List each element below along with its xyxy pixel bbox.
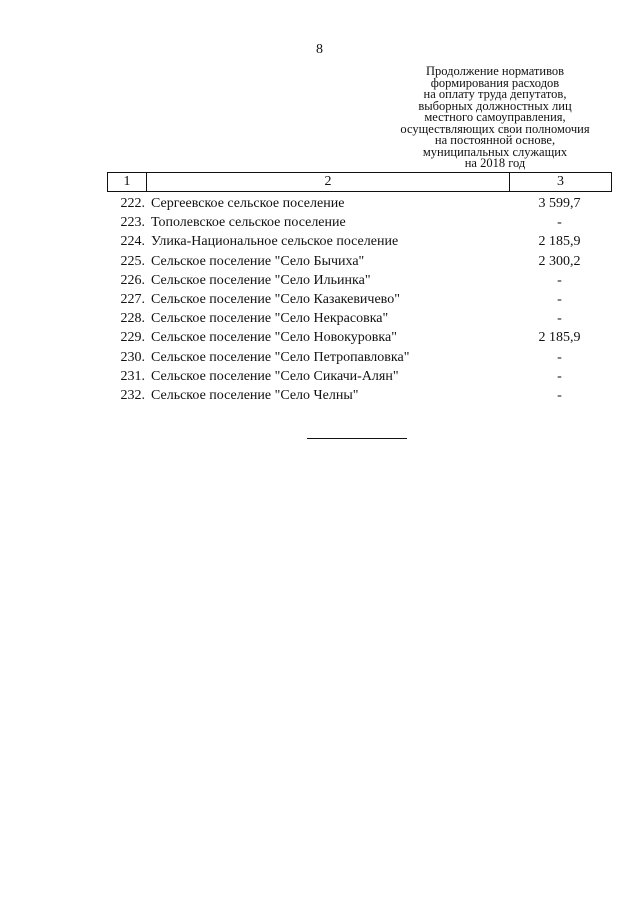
row-number: 230.: [120, 349, 145, 365]
row-name: Сельское поселение "Село Петропавловка": [151, 349, 410, 365]
header-col-value: 3: [510, 173, 612, 192]
row-number: 229.: [120, 330, 145, 346]
table-row: [107, 330, 612, 349]
table-row: [107, 350, 612, 369]
end-of-table-divider: [307, 438, 407, 439]
table-row: [107, 388, 612, 407]
row-number: 223.: [120, 215, 145, 231]
caption-line: на постоянной основе,: [434, 133, 556, 147]
row-number: 226.: [120, 272, 145, 288]
row-number: 228.: [120, 311, 145, 327]
page-number: 8: [316, 42, 323, 57]
row-name: Сельское поселение "Село Сикачи-Алян": [151, 368, 399, 384]
row-value: -: [557, 215, 562, 231]
row-value: -: [557, 387, 562, 403]
row-name: Тополевское сельское поселение: [151, 215, 346, 231]
row-name: Сельское поселение "Село Челны": [151, 387, 359, 403]
header-col-number: 1: [108, 173, 147, 192]
row-number: 231.: [120, 368, 145, 384]
caption-line: на оплату труда депутатов,: [423, 87, 567, 101]
table-row: [107, 234, 612, 253]
table-row: [107, 311, 612, 330]
row-name: Сергеевское сельское поселение: [151, 196, 345, 211]
row-name: Сельское поселение "Село Некрасовка": [151, 311, 389, 327]
row-value: -: [557, 311, 562, 327]
row-name: Улика-Национальное сельское поселение: [151, 234, 399, 250]
caption-line: выборных должностных лиц: [418, 98, 572, 113]
caption-line: на 2018 год: [464, 156, 526, 170]
row-value: 2 185,9: [538, 234, 581, 250]
caption-line: формирования расходов: [430, 75, 560, 90]
row-value: -: [557, 349, 562, 365]
caption-line: осуществляющих свои полномочия: [400, 121, 590, 136]
row-value: 2 185,9: [538, 330, 581, 346]
row-number: 232.: [120, 387, 145, 403]
row-value: -: [557, 368, 562, 384]
table-row: [107, 369, 612, 388]
row-number: 225.: [120, 253, 145, 269]
table-header: [107, 172, 612, 192]
table-row: [107, 215, 612, 234]
row-value: 2 300,2: [538, 253, 581, 269]
table-row: [107, 196, 612, 215]
table-row: [107, 254, 612, 273]
row-number: 227.: [120, 291, 145, 307]
row-name: Сельское поселение "Село Новокуровка": [151, 330, 397, 346]
row-number: 224.: [120, 234, 145, 250]
table-row: [107, 292, 612, 311]
row-number: 222.: [120, 196, 145, 211]
table-caption: [380, 66, 610, 170]
table-body: [107, 196, 612, 407]
caption-line: местного самоуправления,: [424, 110, 566, 124]
header-col-name: 2: [147, 173, 510, 192]
row-name: Сельское поселение "Село Ильинка": [151, 272, 371, 288]
row-value: -: [557, 291, 562, 307]
row-value: -: [557, 272, 562, 288]
caption-line: Продолжение нормативов: [425, 64, 565, 78]
table-row: [107, 273, 612, 292]
caption-line: муниципальных служащих: [422, 144, 568, 159]
row-name: Сельское поселение "Село Бычиха": [151, 253, 365, 269]
row-name: Сельское поселение "Село Казакевичево": [151, 291, 400, 307]
row-value: 3 599,7: [538, 196, 581, 211]
table-header-row: [108, 173, 612, 192]
